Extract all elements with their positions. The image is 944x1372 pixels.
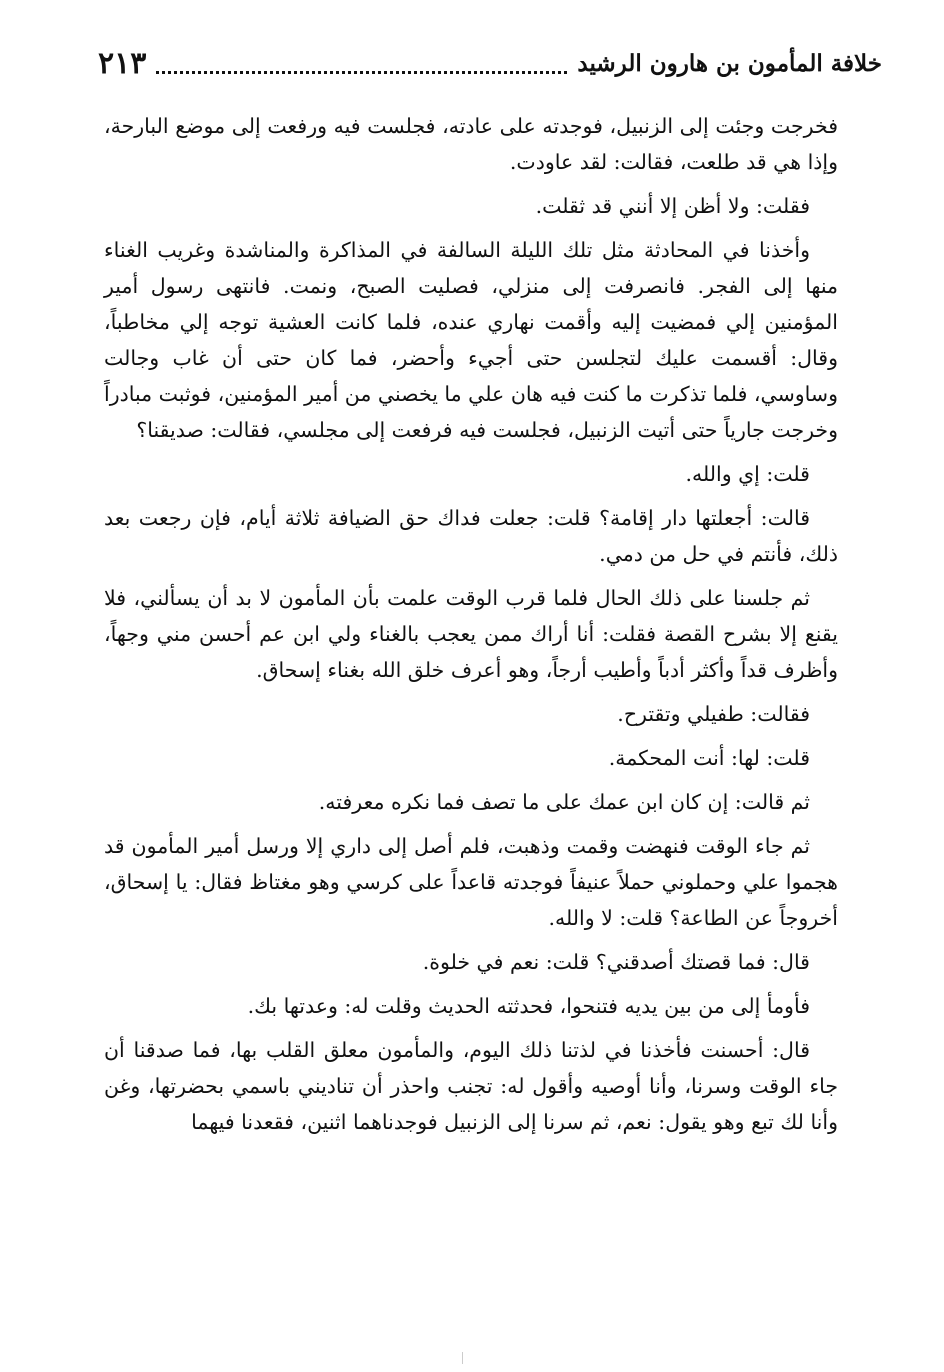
paragraph: فأومأ إلى من بين يديه فتنحوا، فحدثته الحديث وقلت له: وعدتها بك. bbox=[247, 994, 810, 1018]
paragraph: فقالت: طفيلي وتقترح. bbox=[617, 702, 810, 726]
paragraph: قالت: أجعلتها دار إقامة؟ قلت: جعلت فداك حق الضيافة ثلاثة أيام، فإن رجعت بعد ذلك، فأنتم في حل من دمي. bbox=[104, 506, 838, 566]
page-header bbox=[98, 44, 882, 84]
paragraph: قلت: لها: أنت المحكمة. bbox=[608, 746, 810, 770]
paragraph: وأخذنا في المحادثة مثل تلك الليلة السالفة في المذاكرة والمناشدة وغريب الغناء منها إلى الفجر. فانصرفت إلى منزلي، فصليت الصبح، ونمت. فانتهى رسول أمير المؤمنين إلي فمضيت إليه وأقمت نهاري عنده، فلما كانت العشية توجه إلي مخاطباً، وقال: أقسمت عليك لتجلسن حتى أجيء وأحضر، فما كان حتى أن غاب وجالت وساوسي، فلما تذكرت ما كنت فيه هان علي ما يخصني من أمير المؤمنين، فوثبت مبادراً وخرجت جارياً حتى أتيت الزنبيل، فجلست فيه فرفعت إلى مجلسي، فقالت: صديقنا؟ bbox=[104, 238, 838, 442]
header-leader-dots bbox=[156, 71, 567, 74]
scan-mark bbox=[462, 1352, 463, 1364]
paragraph: قال: فما قصتك أصدقني؟ قلت: نعم في خلوة. bbox=[422, 950, 810, 974]
paragraph: فخرجت وجئت إلى الزنبيل، فوجدته على عادته، فجلست فيه ورفعت إلى موضع البارحة، وإذا هي قد طلعت، فقالت: لقد عاودت. bbox=[104, 114, 838, 174]
paragraph: ثم قالت: إن كان ابن عمك على ما تصف فما نكره معرفته. bbox=[318, 790, 810, 814]
paragraph: قال: أحسنت فأخذنا في لذتنا ذلك اليوم، والمأمون معلق القلب بها، فما صدقنا أن جاء الوقت وسرنا، وأنا أوصيه وأقول له: تجنب واحذر أن تناديني باسمي بحضرتها، وغن وأنا لك تبع وهو يقول: نعم، ثم سرنا إلى الزنبيل فوجدناهما اثنين، فقعدنا فيهما bbox=[104, 1038, 838, 1134]
paragraph: فقلت: ولا أظن إلا أنني قد ثقلت. bbox=[535, 194, 810, 218]
page-number: ٢١٣ bbox=[98, 46, 147, 81]
paragraph: قلت: إي والله. bbox=[685, 462, 810, 486]
paragraph: ثم جلسنا على ذلك الحال فلما قرب الوقت علمت بأن المأمون لا بد أن يسألني، فلا يقنع إلا بشرح القصة فقلت: أنا أراك ممن يعجب بالغناء ولي ابن عم أحسن مني وجهاً، وأظرف قداً وأكثر أدباً وأطيب أرجاً، وهو أعرف خلق الله بغناء إسحاق. bbox=[104, 586, 838, 682]
running-title: خلافة المأمون بن هارون الرشيد bbox=[577, 50, 882, 77]
body-text bbox=[104, 108, 838, 1148]
paragraph: ثم جاء الوقت فنهضت وقمت وذهبت، فلم أصل إلى داري إلا ورسل أمير المأمون قد هجموا علي وحملوني حملاً عنيفاً فوجدته قاعداً على كرسي وهو مغتاظ فقال: يا إسحاق، أخروجاً عن الطاعة؟ قلت: لا والله. bbox=[104, 834, 838, 930]
